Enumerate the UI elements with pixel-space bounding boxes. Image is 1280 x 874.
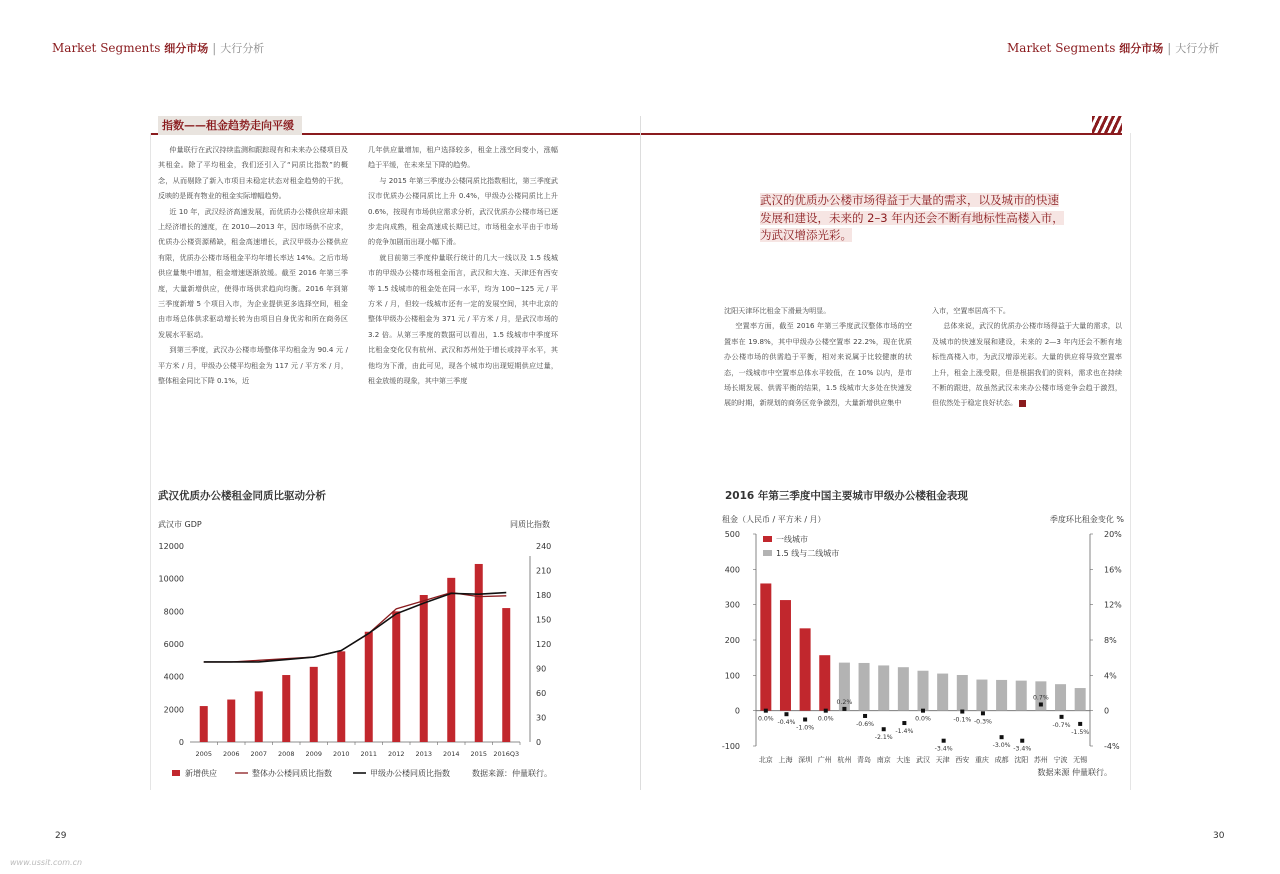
pull-quote [760,192,1105,245]
chart2-change-label: -0.3% [973,718,992,726]
chart1-xtick: 2010 [332,750,350,758]
chart2-xtick: 广州 [817,756,832,764]
running-header-left [52,40,264,56]
chart2-change-label: -3.0% [992,742,1011,750]
chart2-xtick: 沈阳 [1014,756,1029,764]
chart2-xtick: 北京 [758,756,773,764]
chart2-y2label: 季度环比租金变化 % [1049,515,1124,524]
chart2-title: 2016 年第三季度中国主要城市甲级办公楼租金表现 [725,490,968,502]
chart2-ytick: 500 [724,530,740,539]
paragraph: 入市，空置率居高不下。 [932,306,1011,315]
chart2-y2tick: 4% [1104,671,1117,681]
article-column-3 [724,303,912,411]
chart2-change-label: 0.0% [817,715,834,723]
chart2-bar [1055,684,1066,711]
chart2-xtick: 重庆 [974,756,989,764]
paragraph: 沈阳天津环比租金下滑最为明显。 [724,306,831,315]
pull-quote-line: 发展和建设，未来的 2–3 年内还会不断有地标性高楼入市， [760,210,1064,225]
chart2-bar [878,665,889,710]
chart2-xtick: 无锡 [1073,756,1088,764]
chart2-change-marker [1000,735,1004,739]
chart1-bar [282,675,290,742]
chart2-xtick: 苏州 [1033,756,1048,764]
chart2-change-marker [960,710,964,714]
chart2-legend-label: 一线城市 [776,535,808,544]
chart2-bar [957,675,968,711]
page-number-right: 30 [1213,831,1225,841]
paragraph: 仲量联行在武汉持续监测和跟踪现有和未来办公楼项目及其租金。除了平均租金，我们还引入了“同质比指数”的概念，从而剔除了新入市项目未稳定状态对租金趋势的干扰，反映的是既有物业的租金实际增幅趋势。 [158,145,348,201]
chart1-ytick: 10000 [158,574,184,584]
pull-quote-line: 为武汉增添光彩。 [760,228,852,242]
chart1-ytick: 8000 [163,607,184,617]
chart2-change-marker [1060,715,1064,719]
chart2-change-marker [764,709,768,713]
chart2-bar [819,655,830,710]
chart2-change-marker [1078,722,1082,726]
end-mark-icon [1019,400,1026,407]
article-column-4 [932,303,1122,411]
chart2-ytick: 300 [724,600,740,610]
chart2-legend-swatch [763,536,772,542]
chart1-y2tick: 240 [536,542,552,551]
chart2-change-label: -0.1% [953,716,972,724]
chart1-bar [392,611,400,742]
decorative-stripe [1092,116,1122,133]
header-sub: 大行分析 [220,42,265,55]
brand-cn: 细分市场 [164,42,209,55]
header-separator: | [1167,41,1172,55]
chart1 [150,510,560,785]
chart2-xtick: 西安 [955,756,970,764]
pull-quote-line: 武汉的优质办公楼市场得益于大量的需求，以及城市的快速 [760,193,1059,207]
header-sub: 大行分析 [1175,42,1220,55]
chart2-change-marker [902,721,906,725]
chart1-y2tick: 150 [536,615,552,625]
chart1-xtick: 2012 [387,750,405,758]
paragraph: 几年供应量增加，租户选择较多，租金上涨空间变小，涨幅趋于平缓，在未来呈下降的趋势。 [368,145,558,170]
chart2-ytick: 0 [734,706,740,716]
chart2-xtick: 成都 [994,756,1009,764]
chart1-bar [337,651,345,742]
chart1-y2tick: 0 [536,738,542,747]
chart2-xtick: 大连 [896,756,911,764]
chart2-change-label: -1.4% [895,728,914,736]
chart1-bar [447,578,455,742]
chart1-y2tick: 90 [536,664,547,674]
paragraph: 近 10 年，武汉经济高速发展，而优质办公楼供应却未跟上经济增长的速度，在 2010—2013 年，因市场供不应求，优质办公楼资源稀缺，租金高速增长，武汉甲级办公楼供应有限，优质办公楼市场租金平均年增长率达 14%。之后市场供应量集中增加，租金增速逐渐放缓。截至 2016 年第三季度，大量新增供应，使得市场供求趋向均衡。2016 年到第三季度新增 5 个项目入市，为企业提供更多选择空间，租金由市场总体供求驱动增长转为由项目自身优劣和所在商务区发展水平驱动。 [158,206,348,339]
page-right-rule [1130,133,1131,790]
chart2-change-marker [863,714,867,718]
chart2-change-marker [784,712,788,716]
chart2-change-label: 0.2% [836,698,853,706]
chart2-change-label: -3.4% [934,745,953,753]
chart2-y2tick: 0 [1104,706,1110,716]
chart2-bar [1016,681,1027,711]
chart2-change-marker [824,709,828,713]
article-column-1 [158,142,348,389]
chart2-bar [996,680,1007,711]
paragraph [932,318,1122,410]
chart2-bar [976,680,987,711]
chart1-xtick: 2016Q3 [493,750,520,758]
chart2-ytick: 100 [724,671,740,681]
running-header-right [1007,40,1219,56]
chart2-y2tick: 12% [1104,600,1122,610]
chart2-bar [1075,688,1086,711]
chart2-change-marker [1039,702,1043,706]
chart2-xtick: 天津 [935,756,950,764]
chart2-bar [800,628,811,710]
paragraph: 空置率方面，截至 2016 年第三季度武汉整体市场的空置率在 19.8%，其中甲级办公楼空置率 22.2%，现在优质办公楼市场的供需趋于平衡，相对来说属于比较健康的状态，一线城市中空置率总体水平较低，在 10% 以内，是市场长期发展、供需平衡的结果，1.5 线城市大多处在快速发展的时期，新规划的商务区竞争激烈，大量新增供应集中 [724,321,912,408]
chart1-bar [227,700,235,742]
chart1-bar [502,608,510,742]
chart2-legend-swatch [763,550,772,556]
chart1-xtick: 2014 [442,750,460,758]
chart2-bar [760,583,771,710]
chart1-ylabel: 武汉市 GDP [158,520,202,529]
chart1-y2label: 同质比指数 [510,520,550,529]
paragraph: 到第三季度，武汉办公楼市场整体平均租金为 90.4 元 / 平方米 / 月，甲级办公楼平均租金为 117 元 / 平方米 / 月，整体租金同比下降 0.1%，近 [158,345,348,386]
chart1-y2tick: 30 [536,713,547,723]
page-gutter [640,116,641,790]
chart1-xtick: 2005 [195,750,213,758]
chart1-bar [255,691,263,742]
chart1-bar [475,564,483,742]
chart1-source: 数据来源：仲量联行。 [472,769,552,778]
paragraph-text: 总体来说，武汉的优质办公楼市场得益于大量的需求，以及城市的快速发展和建设，未来的 2—3 年内还会不断有地标性高楼入市，为武汉增添光彩。大量的供应将导致空置率上升，租金上涨受限，但是根据我们的资料，需求也在持续不断的跟进，故虽然武汉未来办公楼市场竞争会趋于激烈，但依然处于稳定良好状态。 [932,321,1122,408]
chart1-xtick: 2008 [277,750,295,758]
chart2-change-marker [842,707,846,711]
chart2-xtick: 宁波 [1053,756,1068,764]
header-separator: | [212,41,217,55]
chart2-change-label: -0.6% [856,720,875,728]
chart2-change-label: -1.5% [1071,728,1090,736]
chart2-change-marker [882,727,886,731]
chart1-xtick: 2009 [305,750,323,758]
chart1-legend-swatch [172,770,180,776]
chart2-xtick: 武汉 [916,756,930,764]
section-header-bar [150,116,1122,135]
chart2-svg [700,510,1130,785]
chart1-xtick: 2006 [222,750,240,758]
watermark: www.ussit.com.cn [10,858,83,867]
chart2-change-label: -1.0% [796,724,815,732]
chart1-y2tick: 210 [536,566,552,576]
chart2-bar [898,667,909,710]
paragraph: 与 2015 年第三季度办公楼同质比指数相比，第三季度武汉市优质办公楼同质比上升 0.4%，甲级办公楼同质比上升 0.6%，按现有市场供应需求分析，武汉优质办公楼市场已逐步走向成熟，租金高速成长期已过，市场租金水平由于市场的竞争加剧而出现小幅下滑。 [368,175,558,247]
chart2-xtick: 南京 [876,756,891,764]
chart2-bar [937,674,948,711]
chart1-ytick: 12000 [158,542,184,551]
paragraph: 就目前第三季度仲量联行统计的几大一线以及 1.5 线城市的甲级办公楼市场租金而言，武汉和大连、天津还有西安等 1.5 线城市的租金处在同一水平，均为 100~125 元 / 平方米 / 月，但较一线城市还有一定的发展空间，其中北京的整体甲级办公楼租金为 371 元 / 平方米 / 月，是武汉市场的 3.2 倍。从第三季度的数据可以看出，1.5 线城市中季度环比租金变化仅有杭州、武汉和苏州处于增长或持平水平，其他均为下滑，由此可见，现各个城市均出现短期供应过量，租金放缓的现象，其中第三季度 [368,252,558,386]
brand-en: Market Segments [52,41,161,55]
chart2-legend-label: 1.5 线与二线城市 [776,549,840,558]
chart2 [700,510,1130,785]
chart2-change-label: -3.4% [1013,745,1032,753]
chart1-y2tick: 120 [536,640,552,649]
chart2-y2tick: 20% [1104,530,1122,539]
chart1-legend-label: 整体办公楼同质比指数 [252,769,332,778]
chart1-xtick: 2011 [360,750,378,758]
chart1-xtick: 2015 [470,750,488,758]
chart1-title: 武汉优质办公楼租金同质比驱动分析 [158,490,326,502]
chart2-ytick: 400 [724,565,740,575]
chart1-bar [200,706,208,742]
chart1-legend-label: 甲级办公楼同质比指数 [370,769,450,778]
chart1-y2tick: 180 [536,591,552,600]
chart2-change-label: 0.7% [1033,694,1049,702]
chart2-change-marker [1020,739,1024,743]
brand-cn: 细分市场 [1119,42,1164,55]
chart2-bar [859,663,870,711]
chart1-y2tick: 60 [536,689,547,698]
section-title: 指数——租金趋势走向平缓 [158,116,302,135]
chart2-change-label: 0.0% [915,715,931,723]
chart2-change-label: -0.7% [1052,721,1071,729]
chart1-legend-label: 新增供应 [185,769,217,778]
chart2-source: 数据来源 仲量联行。 [1037,768,1112,777]
chart1-line-series [204,593,507,662]
chart1-line-series [204,593,507,662]
chart1-ytick: 2000 [163,705,184,715]
chart2-change-marker [981,711,985,715]
chart2-bar [780,600,791,711]
chart2-y2tick: 8% [1104,636,1117,645]
chart1-xtick: 2007 [250,750,268,758]
chart1-xtick: 2013 [415,750,433,758]
chart2-change-marker [942,739,946,743]
chart2-change-marker [921,709,925,713]
brand-en: Market Segments [1007,41,1116,55]
chart2-change-label: -0.4% [777,719,796,727]
chart1-bar [365,632,373,742]
chart2-ytick: -100 [721,742,740,751]
chart2-y2tick: -4% [1104,742,1120,751]
chart2-y2tick: 16% [1104,565,1122,575]
chart1-ytick: 0 [178,738,184,747]
chart2-change-label: -2.1% [874,734,893,742]
chart2-ytick: 200 [724,636,740,645]
chart2-change-label: 0.0% [757,715,774,723]
chart2-bar [918,671,929,711]
chart2-xtick: 上海 [778,756,793,764]
page-number-left: 29 [55,831,67,841]
chart2-xtick: 青岛 [857,756,872,764]
chart1-svg [150,510,560,785]
chart1-ytick: 4000 [163,672,184,682]
chart1-bar [310,667,318,742]
article-column-2 [368,142,558,389]
chart2-xtick: 杭州 [837,756,852,764]
chart2-change-marker [803,718,807,722]
chart1-bar [420,595,428,742]
chart2-xtick: 深圳 [798,756,813,764]
chart2-ylabel: 租金（人民币 / 平方米 / 月） [722,515,826,524]
chart1-ytick: 6000 [163,640,184,649]
